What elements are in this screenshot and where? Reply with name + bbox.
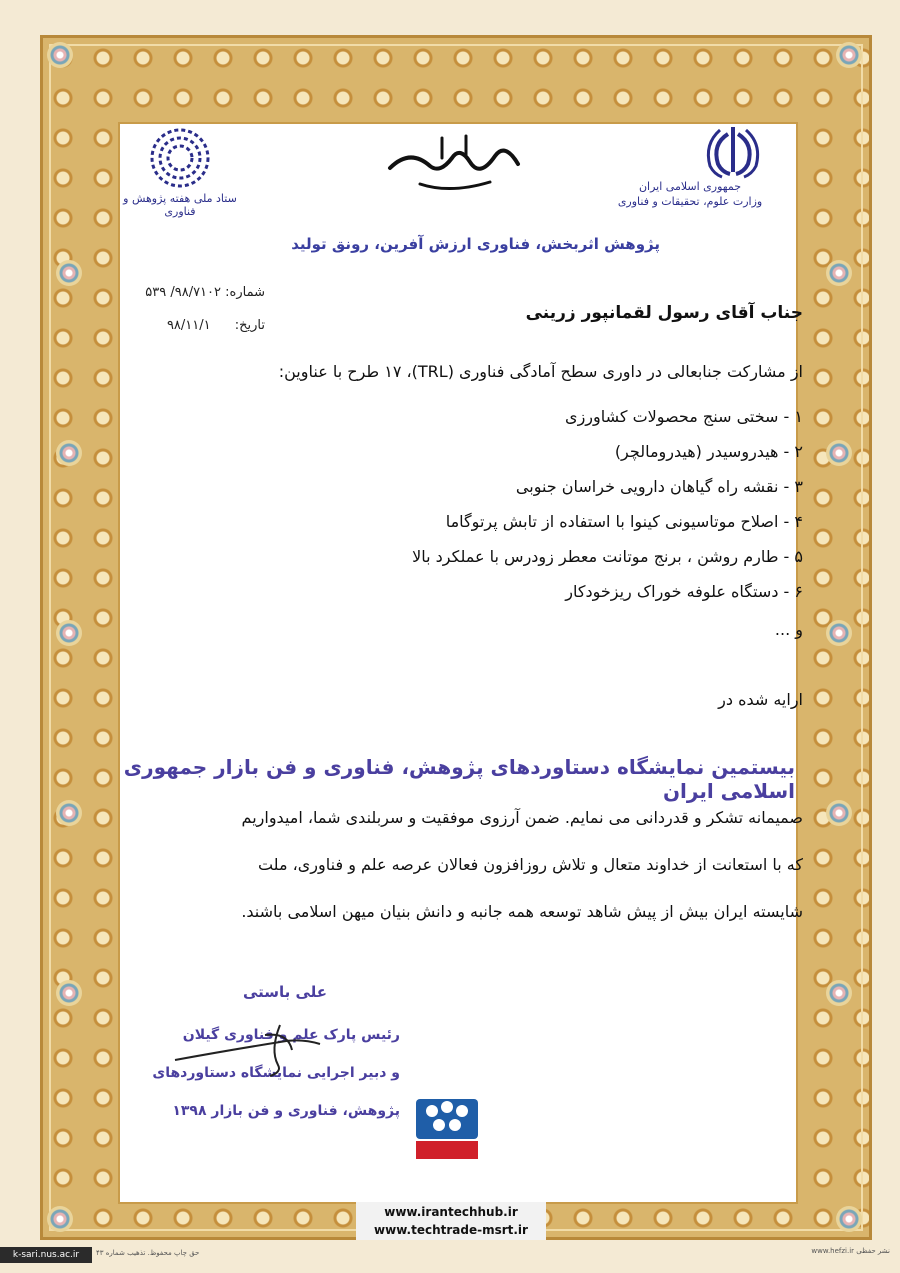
border-rosette <box>56 980 82 1006</box>
letter-number: شماره: ۹۸/۷۱۰۲/ ۵۳۹ <box>145 285 265 300</box>
signer-title: رئیس پارک علم و فناوری گیلان <box>182 1027 400 1043</box>
border-rosette <box>826 260 852 286</box>
border-rosette <box>56 620 82 646</box>
list-item: ۵ - طارم روشن ، برنج موتانت معطر زودرس با عملکرد بالا <box>412 547 803 566</box>
copyright-note: حق چاپ محفوظ. تذهیب شماره ۴۳ <box>96 1249 200 1257</box>
border-rosette <box>47 1206 73 1232</box>
websites-box <box>356 1202 546 1240</box>
border-rosette <box>56 260 82 286</box>
ministry-name: جمهوری اسلامی ایران وزارت علوم، تحقیقات و فناوری <box>617 180 763 208</box>
list-item: ۴ - اصلاح موتاسیونی کینوا با استفاده از تابش پرتوگاما <box>445 512 803 531</box>
border-rosette <box>826 980 852 1006</box>
signer-title: و دبیر اجرایی نمایشگاه دستاوردهای <box>152 1065 400 1081</box>
border-rosette <box>56 440 82 466</box>
handwritten-signature <box>170 1020 340 1080</box>
border-rosette <box>836 1206 862 1232</box>
border-rosette <box>56 800 82 826</box>
list-item: و ... <box>774 620 803 639</box>
signer-title: پژوهش، فناوری و فن بازار ۱۳۹۸ <box>172 1103 400 1119</box>
list-item: ۲ - هیدروسیدر (هیدرومالچر) <box>614 442 803 461</box>
expo-title: بیستمین نمایشگاه دستاوردهای پژوهش، فناوری و فن بازار جمهوری اسلامی ایران <box>123 755 795 803</box>
publisher-note: www.hefzi.ir نشر حفظی <box>811 1247 890 1255</box>
signer-name: علی باستی <box>242 983 328 1001</box>
slogan: پژوهش اثربخش، فناوری ارزش آفرین، رونق تولید <box>291 235 660 253</box>
list-item: ۶ - دستگاه علوفه خوراک ریزخودکار <box>565 582 803 601</box>
research-week-logo-icon <box>140 124 220 194</box>
list-item: ۳ - نقشه راه گیاهان دارویی خراسان جنوبی <box>515 477 803 496</box>
border-rosette <box>826 620 852 646</box>
iran-emblem-icon <box>698 122 768 180</box>
website-link[interactable]: www.irantechhub.ir <box>384 1205 518 1219</box>
watermark-badge: k-sari.nus.ac.ir <box>0 1247 92 1263</box>
border-rosette <box>826 800 852 826</box>
fan-bazar-logo-icon <box>412 1093 482 1163</box>
research-week-name: ستاد ملی هفته پژوهش و فناوری <box>123 192 237 218</box>
border-rosette <box>836 42 862 68</box>
presented-text: ارایه شده در <box>718 690 803 709</box>
paragraph-line: صمیمانه تشکر و قدردانی می نمایم. ضمن آرزوی موفقیت و سربلندی شما، امیدواریم <box>241 808 803 827</box>
website-link[interactable]: www.techtrade-msrt.ir <box>374 1223 528 1237</box>
basmala-calligraphy <box>380 128 530 198</box>
border-rosette <box>826 440 852 466</box>
border-rosette <box>47 42 73 68</box>
paragraph-line: که با استعانت از خداوند متعال و تلاش روزافزون فعالان عرصه علم و فناوری، ملت <box>257 855 803 874</box>
paragraph-line: شایسته ایران بیش از پیش شاهد توسعه همه جانبه و دانش بنیان میهن اسلامی باشند. <box>241 902 803 921</box>
recipient-name: جناب آقای رسول لقمانپور زرینی <box>525 303 803 323</box>
letter-date: تاریخ: ۹۸/۱۱/۱ <box>166 318 265 333</box>
intro-text: از مشارکت جنابعالی در داوری سطح آمادگی فناوری (TRL)، ۱۷ طرح با عناوین: <box>278 362 803 381</box>
list-item: ۱ - سختی سنج محصولات کشاورزی <box>565 407 803 426</box>
